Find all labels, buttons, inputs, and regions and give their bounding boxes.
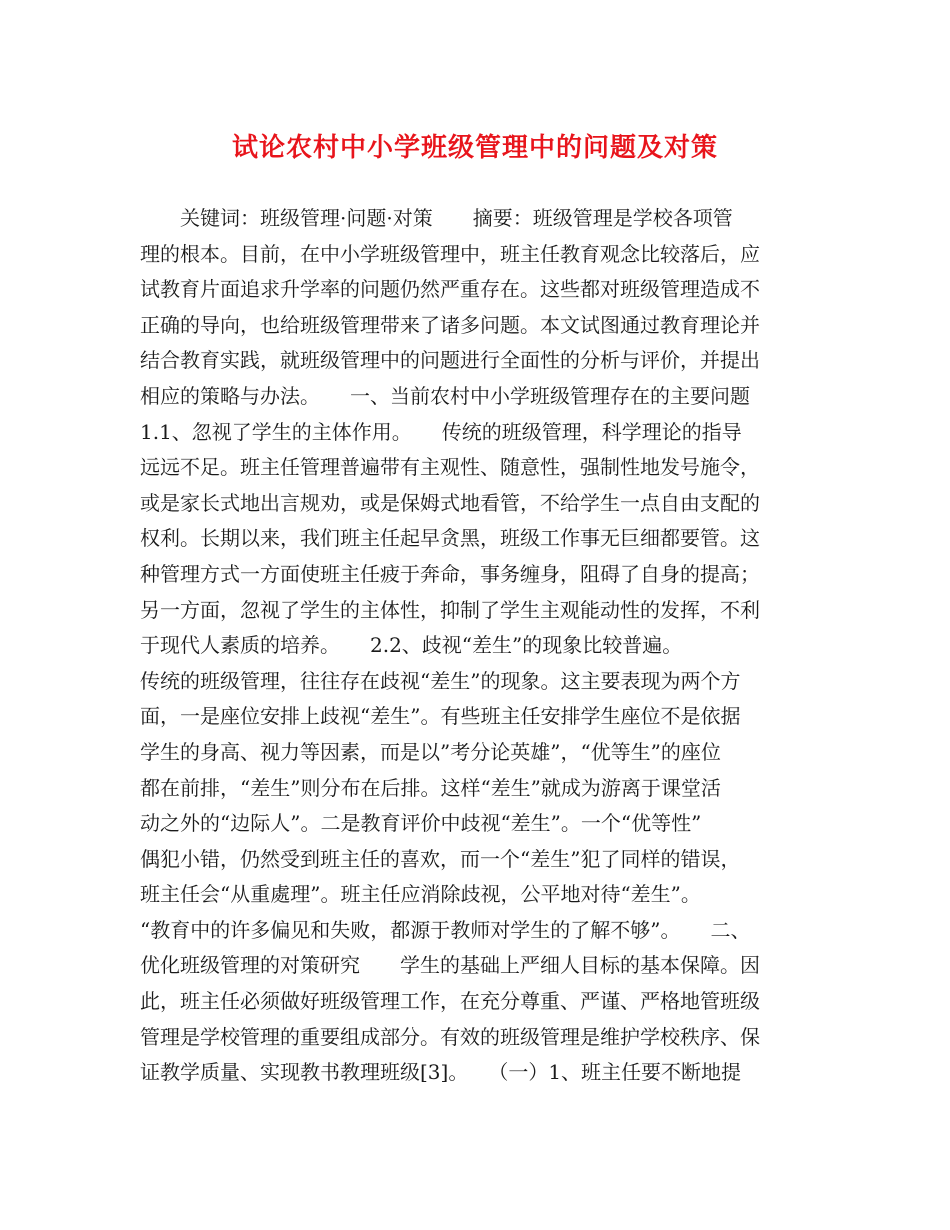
body-line: 理的根本。目前，在中小学班级管理中，班主任教育观念比较落后，应 bbox=[140, 241, 760, 266]
body-line: 权利。长期以来，我们班主任起早贪黑，班级工作事无巨细都要管。这 bbox=[140, 526, 760, 551]
body-line: 偶犯小错，仍然受到班主任的喜欢，而一个“差生”犯了同样的错误， bbox=[140, 846, 741, 871]
body-line: 种管理方式一方面使班主任疲于奔命，事务缠身，阻碍了自身的提高； bbox=[140, 561, 760, 586]
body-line: 管理是学校管理的重要组成部分。有效的班级管理是维护学校秩序、保 bbox=[140, 1024, 760, 1049]
body-line: 优化班级管理的对策研究 学生的基础上严细人目标的基本保障。因 bbox=[140, 953, 760, 978]
body-line: 1.1、忽视了学生的主体作用。 传统的班级管理，科学理论的指导 bbox=[140, 419, 742, 444]
body-line: 相应的策略与办法。 一、当前农村中小学班级管理存在的主要问题 bbox=[140, 383, 750, 408]
body-line: 传统的班级管理，往往存在歧视“差生”的现象。这主要表现为两个方 bbox=[140, 668, 741, 693]
body-line: 试教育片面追求升学率的问题仍然严重存在。这些都对班级管理造成不 bbox=[140, 277, 760, 302]
body-line: 班主任会“从重處理”。班主任应消除歧视，公平地对待“差生”。 bbox=[140, 882, 701, 907]
body-line: 动之外的“边际人”。二是教育评价中歧视“差生”。一个“优等性” bbox=[140, 811, 702, 836]
body-line: 远远不足。班主任管理普遍带有主观性、随意性，强制性地发号施令， bbox=[140, 455, 760, 480]
body-line: 或是家长式地出言规劝，或是保姆式地看管，不给学生一点自由支配的 bbox=[140, 490, 760, 515]
body-line: 此，班主任必须做好班级管理工作，在充分尊重、严谨、严格地管班级 bbox=[140, 989, 760, 1014]
body-line: 另一方面，忽视了学生的主体性，抑制了学生主观能动性的发挥，不利 bbox=[140, 597, 760, 622]
body-line: “教育中的许多偏见和失败，都源于教师对学生的了解不够”。 二、 bbox=[140, 917, 751, 942]
body-line: 结合教育实践，就班级管理中的问题进行全面性的分析与评价，并提出 bbox=[140, 348, 760, 373]
body-line: 证教学质量、实现教书教理班级[3]。 （一）1、班主任要不断地提 bbox=[140, 1060, 742, 1085]
body-line: 学生的身高、视力等因素，而是以”考分论英雄”，“优等生”的座位 bbox=[140, 739, 721, 764]
body-line: 正确的导向，也给班级管理带来了诸多问题。本文试图通过教育理论并 bbox=[140, 312, 760, 337]
document-body bbox=[140, 201, 820, 1091]
body-line: 于现代人素质的培养。 2.2、歧视“差生”的现象比较普遍。 bbox=[140, 633, 683, 658]
body-line: 关键词：班级管理·问题·对策 摘要：班级管理是学校各项管 bbox=[180, 206, 733, 230]
document-title: 试论农村中小学班级管理中的问题及对策 bbox=[231, 133, 718, 163]
body-line: 面，一是座位安排上歧视“差生”。有些班主任安排学生座位不是依据 bbox=[140, 704, 741, 729]
body-line: 都在前排，“差生”则分布在后排。这样“差生”就成为游离于课堂活 bbox=[140, 775, 721, 800]
